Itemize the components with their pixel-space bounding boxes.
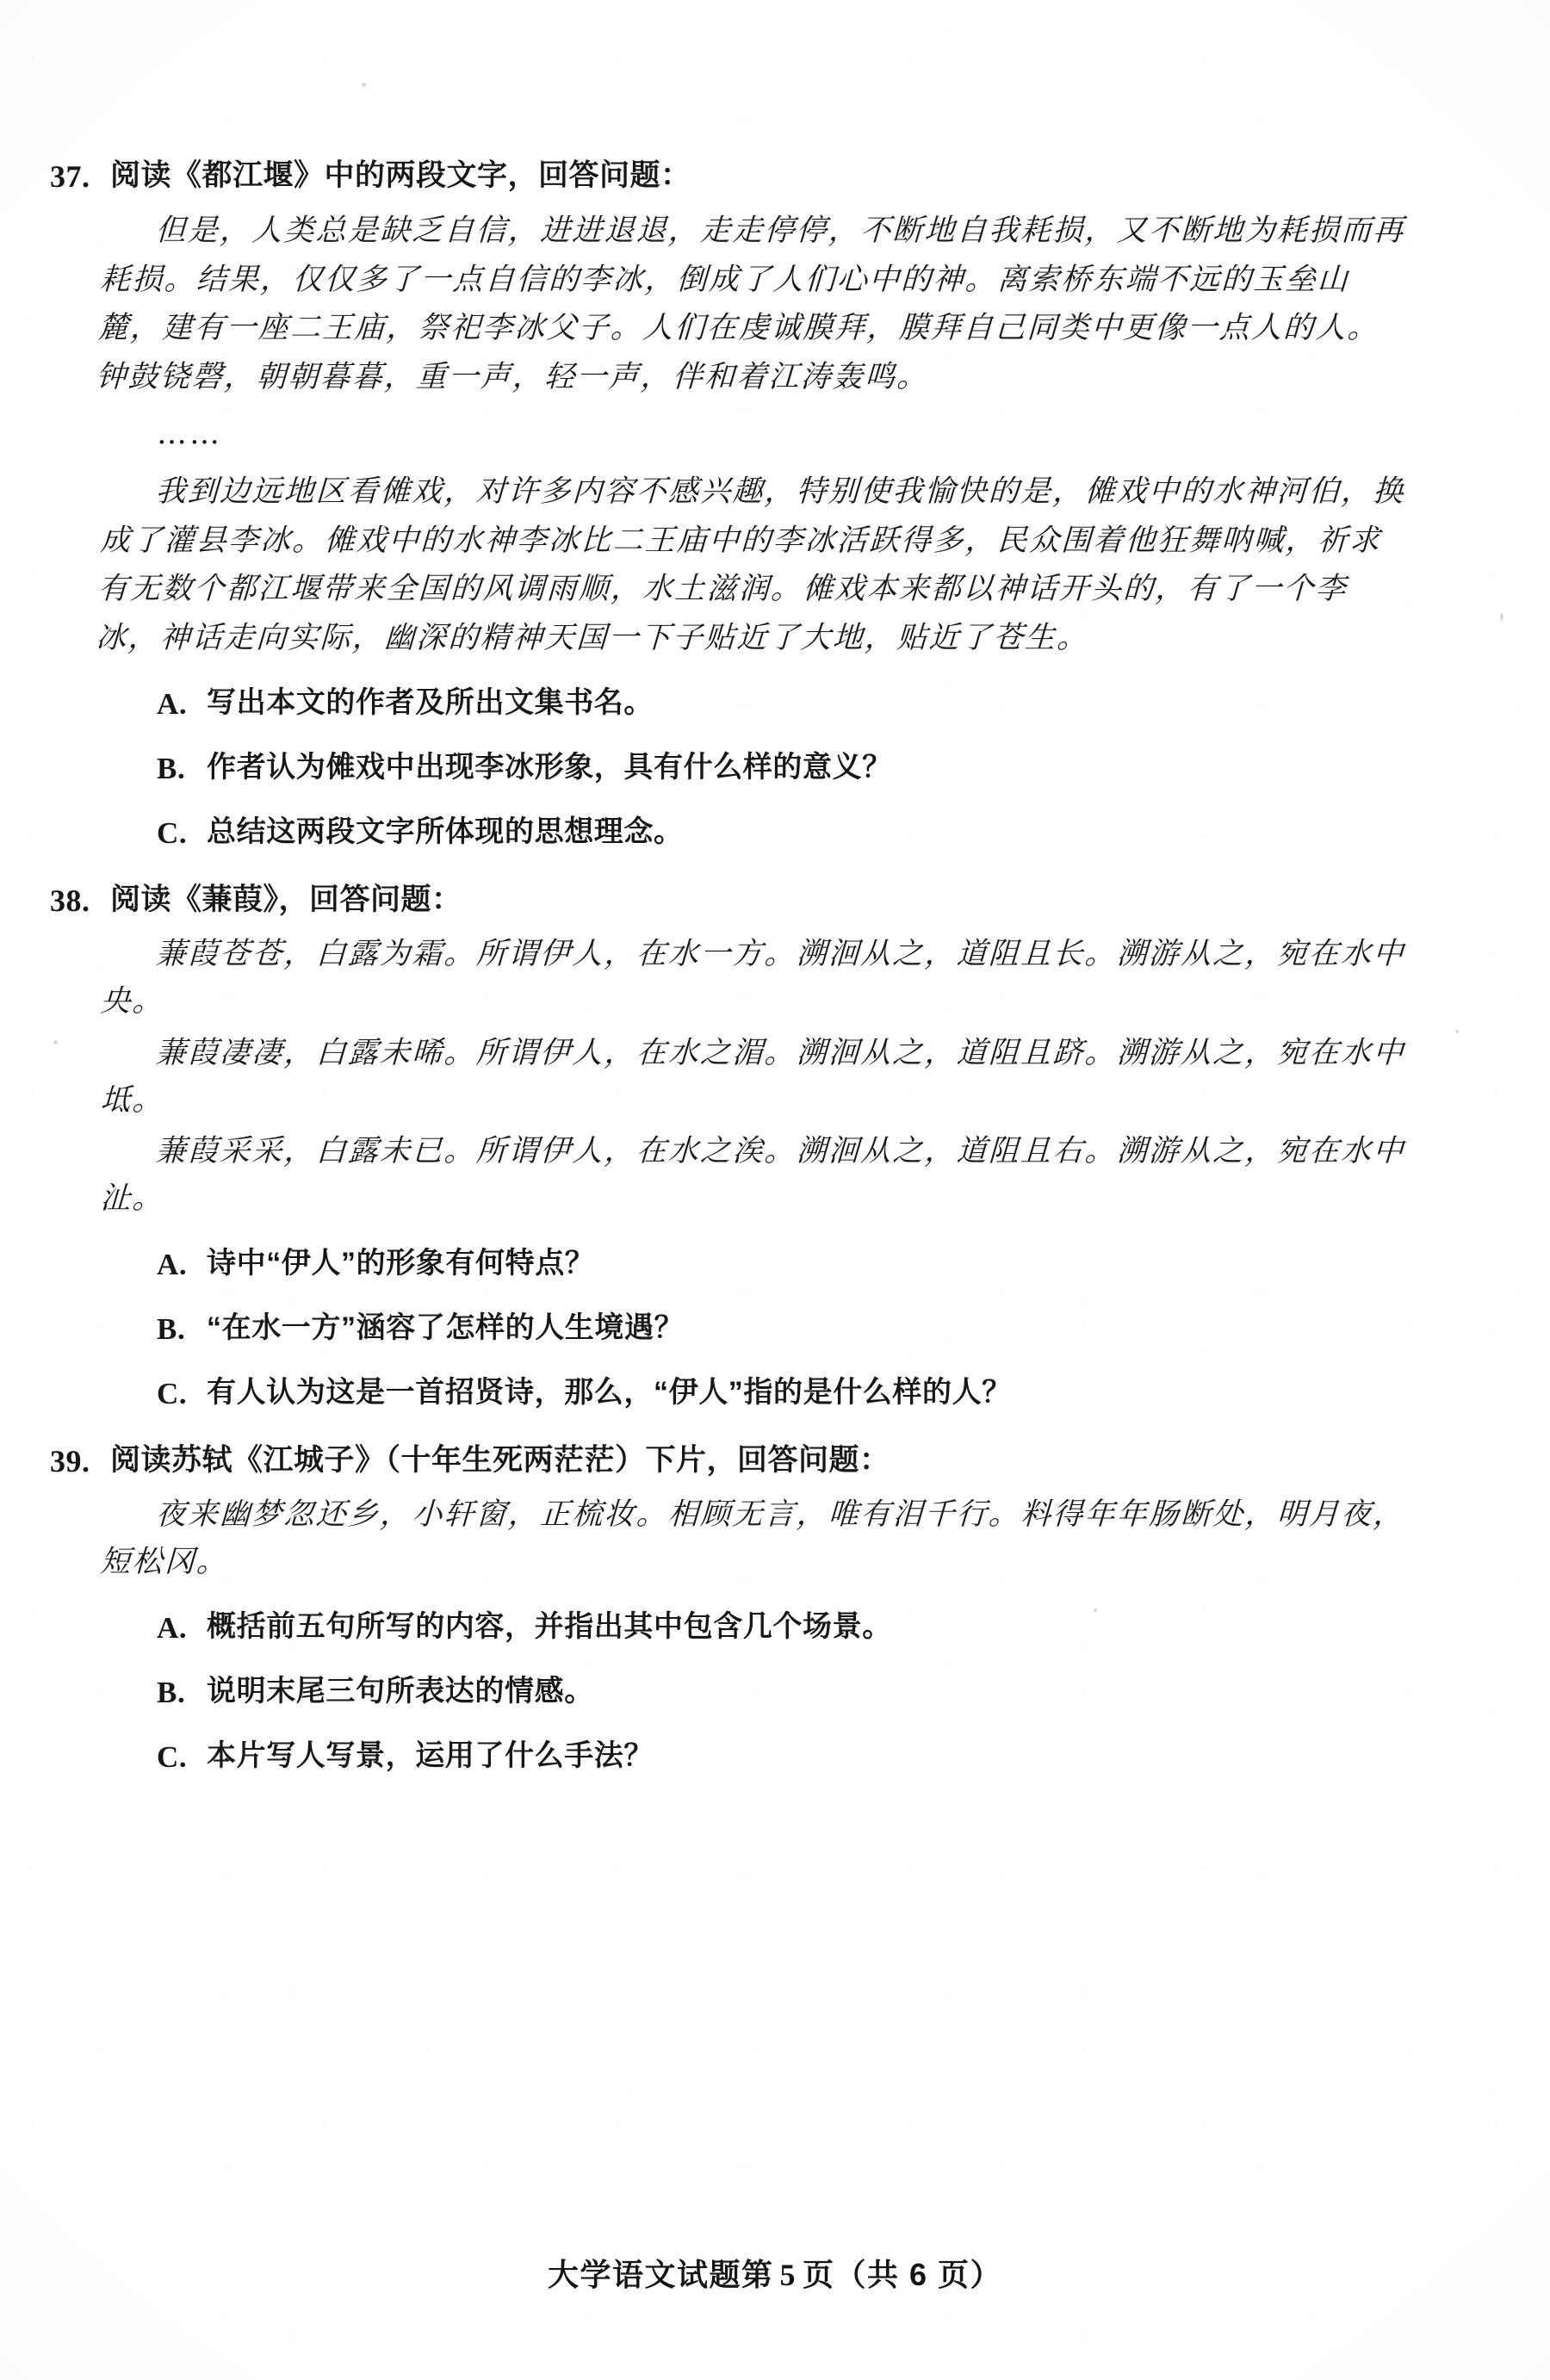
sub-label-b: B. <box>157 1312 186 1347</box>
question-38-sub-b <box>50 1297 1479 1361</box>
sub-label-c: C. <box>157 1740 188 1775</box>
question-37-ellipsis: …… <box>157 416 222 451</box>
question-38-sub-questions <box>50 1232 1479 1427</box>
sub-text-b: 作者认为傩戏中出现李冰形象，具有什么样的意义？ <box>207 750 892 784</box>
footer-title: 大学语文试题第 <box>547 2257 774 2292</box>
sub-text-b: 说明末尾三句所表达的情感。 <box>207 1675 594 1708</box>
sub-label-b: B. <box>157 751 186 785</box>
sub-text-c: 本片写人写景，运用了什么手法？ <box>207 1739 654 1773</box>
question-39-sub-questions <box>50 1596 1479 1790</box>
question-list <box>50 153 1479 1794</box>
question-39-sub-b <box>50 1660 1479 1725</box>
question-block-37 <box>50 153 1479 865</box>
scan-speck <box>362 83 366 87</box>
question-39-sub-a <box>50 1596 1479 1660</box>
sub-text-c: 有人认为这是一首招贤诗，那么，“伊人”指的是什么样的人？ <box>207 1376 1012 1410</box>
sub-text-a: 写出本文的作者及所出文集书名。 <box>207 685 654 719</box>
question-37-heading <box>50 153 1479 200</box>
sub-label-c: C. <box>157 1377 188 1411</box>
question-37-sub-a <box>50 672 1479 736</box>
question-38-heading <box>50 877 1479 924</box>
question-38-sub-c <box>50 1361 1479 1426</box>
question-38-excerpt-1: 蒹葭苍苍，白露为霜。所谓伊人，在水一方。溯洄从之，道阻且长。溯游从之，宛在水中央。 <box>99 937 1406 1020</box>
question-37-sub-questions <box>50 672 1479 866</box>
question-39-sub-c <box>50 1725 1479 1789</box>
question-38-number: 38. <box>50 883 90 919</box>
sub-label-a: A. <box>157 1611 188 1645</box>
sub-label-b: B. <box>157 1676 186 1710</box>
footer-page-number: 5 <box>779 2258 797 2292</box>
page-footer <box>0 2251 1550 2295</box>
question-37-number: 37. <box>50 159 90 194</box>
question-37-sub-c <box>50 801 1479 865</box>
sub-text-a: 概括前五句所写的内容，并指出其中包含几个场景。 <box>207 1610 892 1643</box>
question-39-excerpt-1: 夜来幽梦忽还乡，小轩窗，正梳妆。相顾无言，唯有泪千行。料得年年肠断处，明月夜，短松冈。 <box>99 1497 1406 1580</box>
sub-label-a: A. <box>157 1247 188 1281</box>
question-37-prompt: 阅读《都江堰》中的两段文字，回答问题： <box>110 158 691 192</box>
question-37-sub-b <box>50 736 1479 801</box>
block-spacer <box>50 1429 1479 1438</box>
question-38-excerpt-2: 蒹葭凄凄，白露未晞。所谓伊人，在水之湄。溯洄从之，道阻且跻。溯游从之，宛在水中坻。 <box>99 1035 1406 1118</box>
question-37-excerpt-1: 但是，人类总是缺乏自信，进进退退，走走停停，不断地自我耗损，又不断地为耗损而再耗损。结果，仅仅多了一点自信的李冰，倒成了人们心中的神。离索桥东端不远的玉垒山麓，建有一座二王庙，祭祀李冰父子。人们在虔诚膜拜，膜拜自己同类中更像一点人的人。钟鼓铙磬，朝朝暮暮，重一声，轻一声，伴和着江涛轰鸣。 <box>95 214 1406 395</box>
scan-speck <box>1500 613 1504 621</box>
sub-text-b: “在水一方”涵容了怎样的人生境遇？ <box>207 1311 685 1345</box>
question-block-38 <box>50 877 1479 1426</box>
question-38-excerpt-3: 蒹葭采采，白露未已。所谓伊人，在水之涘。溯洄从之，道阻且右。溯游从之，宛在水中沚。 <box>99 1134 1406 1217</box>
sub-text-c: 总结这两段文字所体现的思想理念。 <box>207 815 684 848</box>
sub-label-c: C. <box>157 815 188 850</box>
sub-text-a: 诗中“伊人”的形象有何特点？ <box>207 1246 595 1280</box>
sub-label-a: A. <box>157 686 188 721</box>
footer-page-total: 页（共 6 页） <box>802 2257 1003 2292</box>
question-37-excerpt-2: 我到边远地区看傩戏，对许多内容不感兴趣，特别使我愉快的是，傩戏中的水神河伯，换成了灌县李冰。傩戏中的水神李冰比二王庙中的李冰活跃得多，民众围着他狂舞呐喊，祈求有无数个都江堰带来全国的风调雨顺，水土滋润。傩戏本来都以神话开头的，有了一个李冰，神话走向实际，幽深的精神天国一下子贴近了大地，贴近了苍生。 <box>95 474 1406 655</box>
block-spacer <box>50 869 1479 877</box>
question-38-prompt: 阅读《蒹葭》，回答问题： <box>110 883 462 917</box>
question-39-prompt: 阅读苏轼《江城子》（十年生死两茫茫）下片，回答问题： <box>110 1443 890 1478</box>
question-38-sub-a <box>50 1232 1479 1297</box>
question-39-number: 39. <box>50 1444 90 1479</box>
question-block-39 <box>50 1438 1479 1789</box>
question-39-heading <box>50 1438 1479 1484</box>
